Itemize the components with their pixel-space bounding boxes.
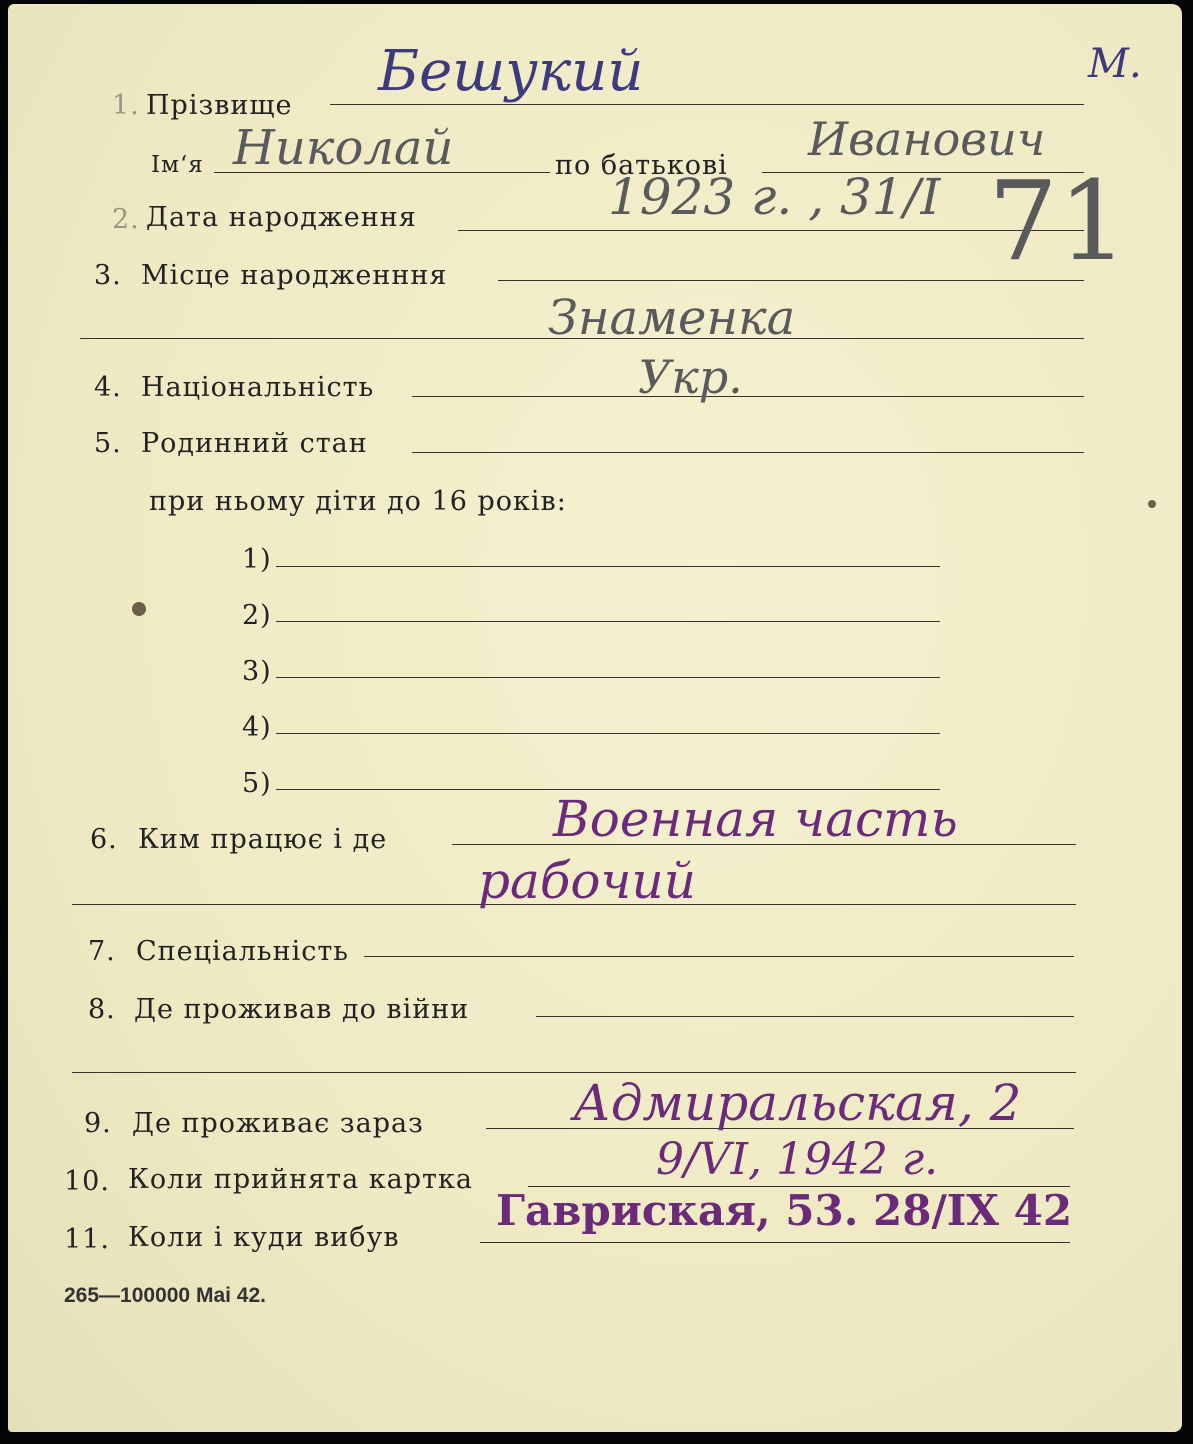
field-5-number: 5. bbox=[94, 428, 122, 459]
prewar-residence-line-2 bbox=[72, 1072, 1076, 1073]
specialty-label: Спеціальність bbox=[136, 936, 349, 967]
field-3-number: 3. bbox=[94, 260, 122, 291]
first-name-value: Николай bbox=[233, 120, 454, 176]
card-accepted-label: Коли прийнята картка bbox=[128, 1164, 473, 1195]
field-10-number: 10. bbox=[64, 1166, 110, 1197]
prewar-residence-line bbox=[536, 1016, 1074, 1017]
field-9-number: 9. bbox=[84, 1108, 112, 1139]
surname-line bbox=[330, 104, 1084, 105]
child-3-line bbox=[276, 677, 940, 678]
nationality-label: Національність bbox=[141, 372, 375, 403]
field-7-number: 7. bbox=[88, 936, 116, 967]
children-label: при ньому діти до 16 років: bbox=[149, 486, 567, 517]
corner-letter: М. bbox=[1088, 41, 1142, 87]
child-1-line bbox=[276, 566, 940, 567]
birth-place-value: Знаменка bbox=[548, 290, 796, 346]
name-label: Ім‘я bbox=[151, 152, 204, 178]
work-value-1: Военная часть bbox=[553, 790, 958, 848]
current-residence-value: Адмиральская, 2 bbox=[573, 1074, 1022, 1132]
child-5-number: 5) bbox=[242, 768, 272, 799]
birth-date-value: 1923 г. , 31/I bbox=[608, 168, 941, 226]
child-2-line bbox=[276, 621, 940, 622]
punch-dot bbox=[1148, 500, 1156, 508]
specialty-line bbox=[364, 956, 1074, 957]
child-3-number: 3) bbox=[242, 656, 272, 687]
field-8-number: 8. bbox=[88, 994, 116, 1025]
field-11-number: 11. bbox=[64, 1224, 110, 1255]
prewar-residence-label: Де проживав до війни bbox=[134, 994, 470, 1025]
departed-label: Коли і куди вибув bbox=[128, 1222, 400, 1253]
work-label: Ким працює і де bbox=[138, 824, 388, 855]
punch-hole bbox=[132, 602, 146, 616]
child-4-line bbox=[276, 733, 940, 734]
family-status-label: Родинний стан bbox=[141, 428, 368, 459]
patronymic-value: Иванович bbox=[808, 112, 1046, 166]
birth-place-line bbox=[498, 280, 1084, 281]
surname-label: Прізвище bbox=[146, 90, 293, 121]
birth-date-label: Дата народження bbox=[146, 202, 417, 233]
field-4-number: 4. bbox=[94, 372, 122, 403]
field-1-number: 1. bbox=[112, 90, 140, 121]
work-value-2: рабочий bbox=[478, 852, 696, 910]
child-4-number: 4) bbox=[242, 712, 272, 743]
patronymic-label: по батькові bbox=[555, 150, 728, 181]
nationality-value: Укр. bbox=[638, 350, 743, 404]
family-status-line bbox=[412, 452, 1084, 453]
departed-line bbox=[480, 1242, 1070, 1243]
print-code: 265—100000 Mai 42. bbox=[64, 1284, 266, 1307]
child-1-number: 1) bbox=[242, 544, 272, 575]
birth-place-label: Місце народженння bbox=[141, 260, 448, 291]
departed-value: Гавриская, 53. 28/IX 42 bbox=[496, 1186, 1073, 1235]
nationality-line bbox=[412, 396, 1084, 397]
field-6-number: 6. bbox=[90, 824, 118, 855]
registration-card bbox=[8, 4, 1182, 1432]
card-accepted-value: 9/VI, 1942 г. bbox=[656, 1134, 939, 1185]
pencil-mark: 71 bbox=[988, 157, 1128, 285]
child-2-number: 2) bbox=[242, 600, 272, 631]
current-residence-label: Де проживає зараз bbox=[132, 1108, 424, 1139]
field-2-number: 2. bbox=[112, 204, 140, 235]
surname-value: Бешукий bbox=[378, 39, 644, 104]
